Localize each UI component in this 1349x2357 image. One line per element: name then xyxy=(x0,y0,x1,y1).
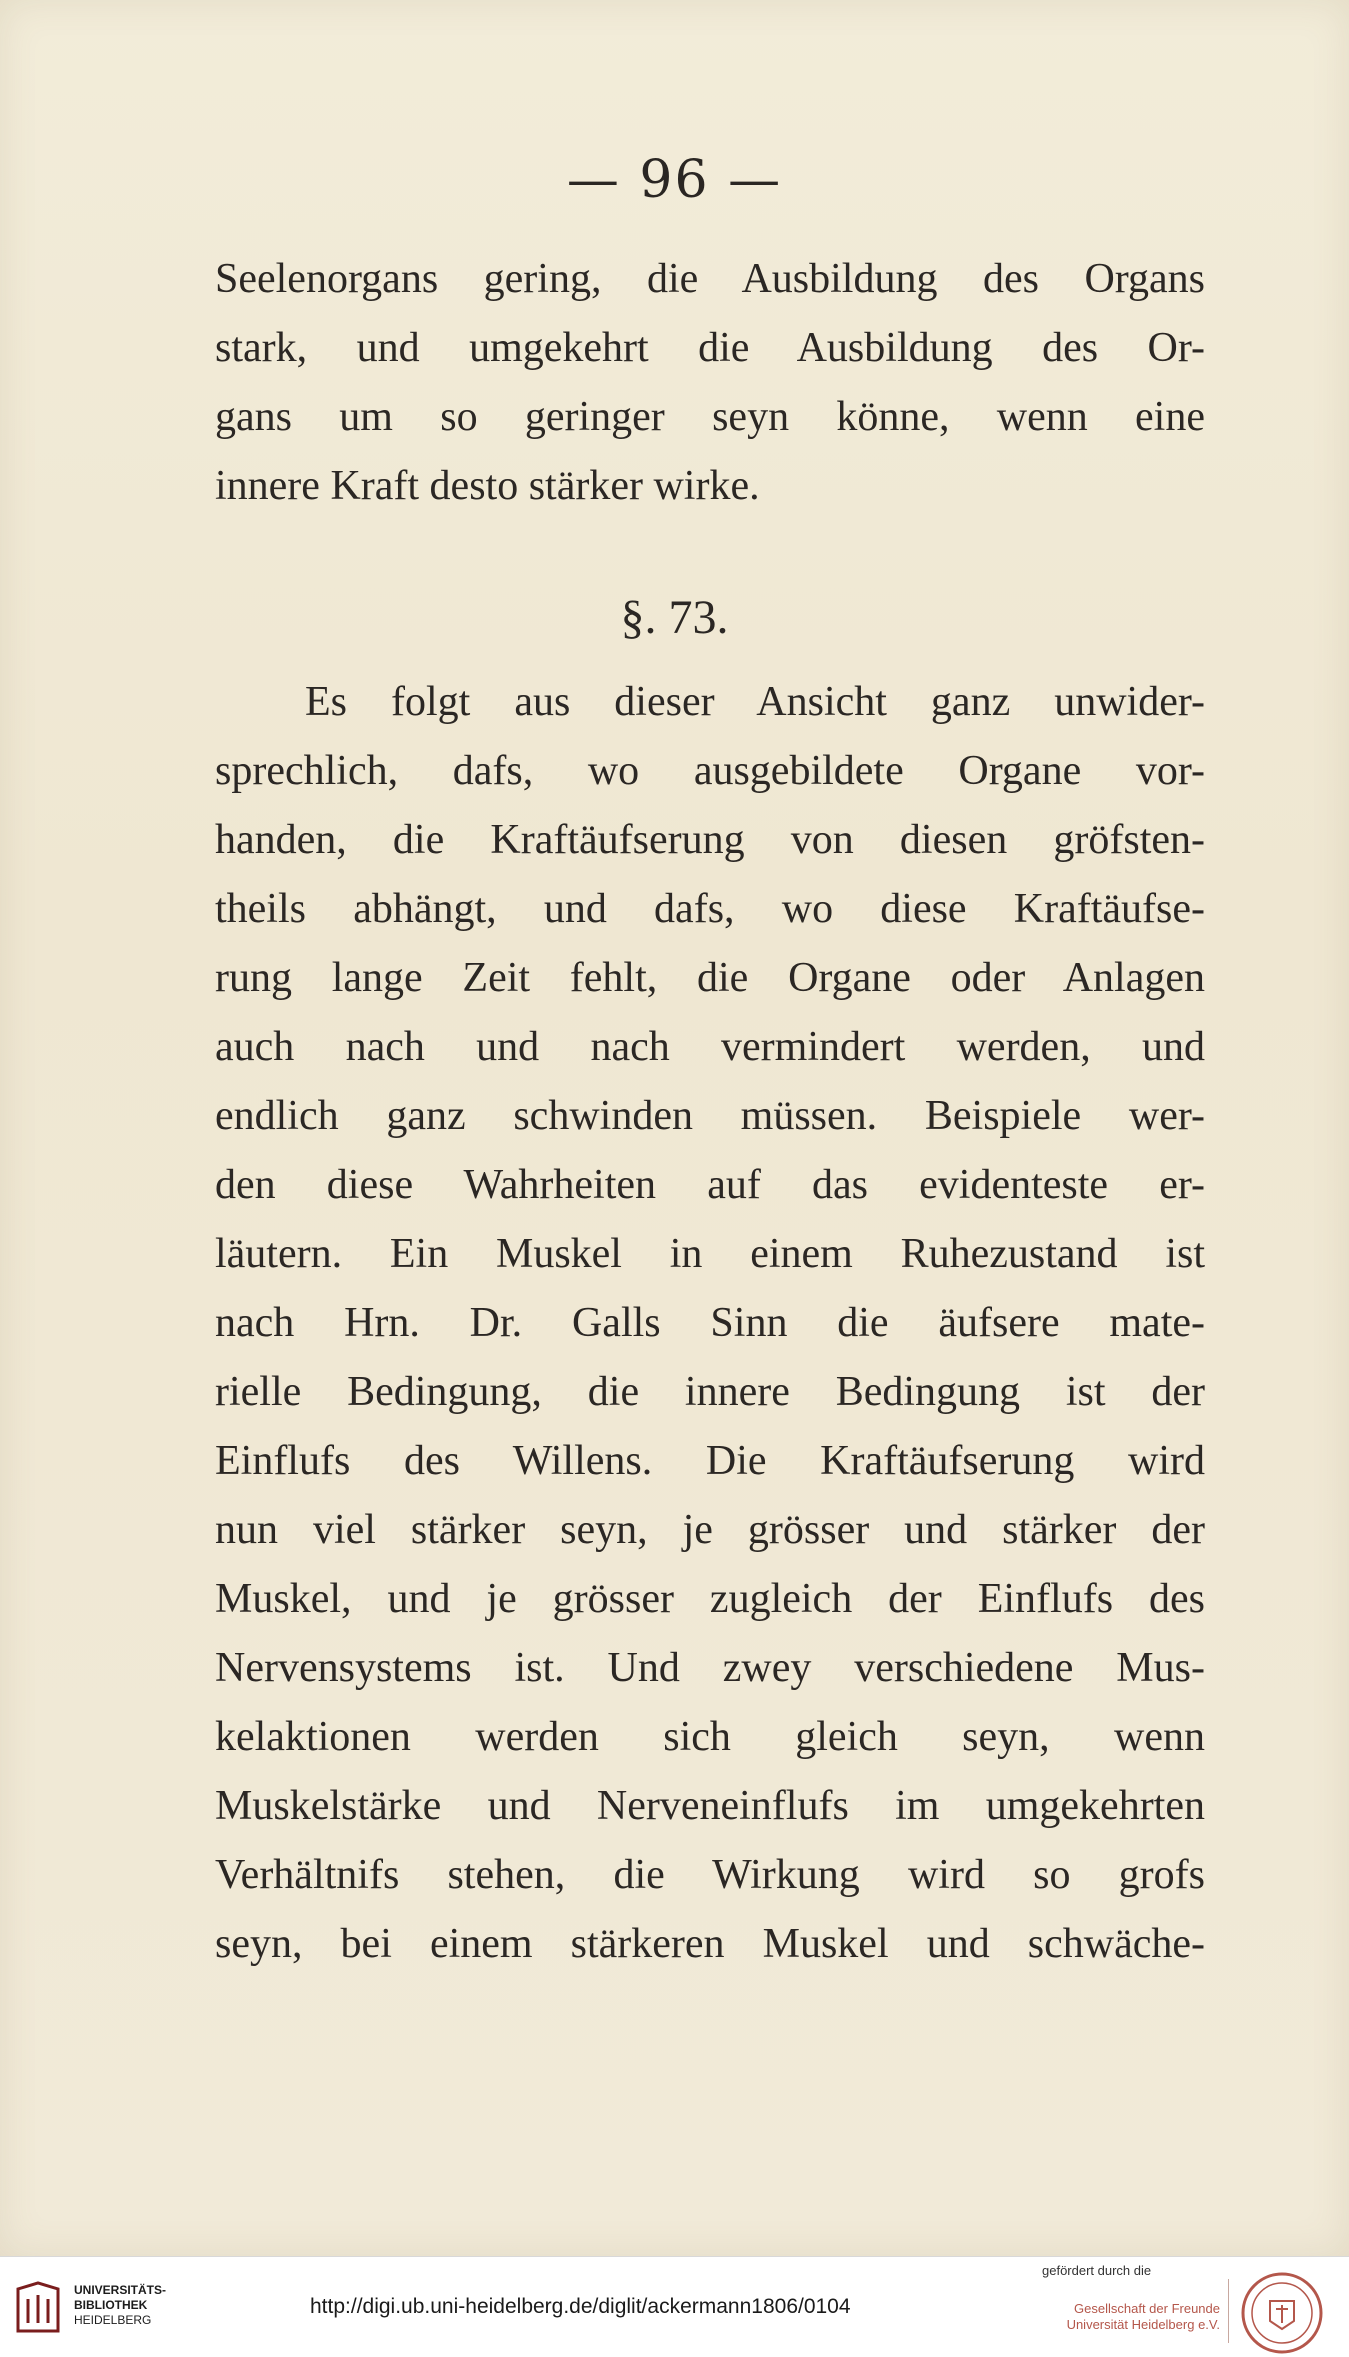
sponsor-name-line: Universität Heidelberg e.V. xyxy=(1066,2317,1220,2332)
text-line: theils abhängt, und dafs, wo diese Kraftäufse- xyxy=(215,886,1205,932)
text-line: rielle Bedingung, die innere Bedingung ist der xyxy=(215,1369,1205,1415)
text-line: handen, die Kraftäufserung von diesen gröfsten- xyxy=(215,817,1205,863)
text-line: innere Kraft desto stärker wirke. xyxy=(215,463,760,509)
digitization-footer xyxy=(0,2256,1349,2357)
text-line: kelaktionen werden sich gleich seyn, wenn xyxy=(215,1714,1205,1760)
library-name-line: HEIDELBERG xyxy=(74,2313,152,2327)
text-line: den diese Wahrheiten auf das evidenteste er- xyxy=(215,1162,1205,1208)
text-line: auch nach und nach vermindert werden, und xyxy=(215,1024,1205,1070)
text-line: Nervensystems ist. Und zwey verschiedene Mus- xyxy=(215,1645,1205,1691)
library-name xyxy=(74,2283,166,2328)
footer-divider xyxy=(1228,2279,1229,2343)
text-line: läutern. Ein Muskel in einem Ruhezustand ist xyxy=(215,1231,1205,1277)
text-line: nun viel stärker seyn, je grösser und stärker der xyxy=(215,1507,1205,1553)
sponsor-label: gefördert durch die xyxy=(1042,2263,1152,2278)
library-name-line: BIBLIOTHEK xyxy=(74,2298,148,2312)
text-line: endlich ganz schwinden müssen. Beispiele wer- xyxy=(215,1093,1205,1139)
text-line: Muskelstärke und Nerveneinflufs im umgekehrten xyxy=(215,1783,1205,1829)
text-line: Einflufs des Willens. Die Kraftäufserung wird xyxy=(215,1438,1205,1484)
text-line: stark, und umgekehrt die Ausbildung des Or- xyxy=(215,325,1205,371)
sponsor-name-line: Gesellschaft der Freunde xyxy=(1074,2301,1220,2316)
paragraph-section-73 xyxy=(215,668,1205,1979)
university-seal-icon xyxy=(1240,2271,1324,2355)
text-line: Verhältnifs stehen, die Wirkung wird so grofs xyxy=(215,1852,1205,1898)
text-line: sprechlich, dafs, wo ausgebildete Organe vor- xyxy=(215,748,1205,794)
text-line: seyn, bei einem stärkeren Muskel und schwäche- xyxy=(215,1921,1205,1967)
page-number: — 96 — xyxy=(566,150,783,210)
sponsor-name xyxy=(1050,2301,1220,2333)
library-name-line: UNIVERSITÄTS- xyxy=(74,2283,167,2297)
text-line: rung lange Zeit fehlt, die Organe oder Anlagen xyxy=(215,955,1205,1001)
library-logo-icon xyxy=(14,2279,62,2335)
paragraph-continuation xyxy=(215,245,1205,521)
text-line: Es folgt aus dieser Ansicht ganz unwider- xyxy=(305,679,1205,725)
permalink-url[interactable]: http://digi.ub.uni-heidelberg.de/diglit/ackermann1806/0104 xyxy=(310,2295,851,2318)
section-heading: §. 73. xyxy=(620,591,729,644)
text-line: gans um so geringer seyn könne, wenn eine xyxy=(215,394,1205,440)
text-line: Seelenorgans gering, die Ausbildung des Organs xyxy=(215,256,1205,302)
text-line: nach Hrn. Dr. Galls Sinn die äufsere mate- xyxy=(215,1300,1205,1346)
text-line: Muskel, und je grösser zugleich der Einflufs des xyxy=(215,1576,1205,1622)
